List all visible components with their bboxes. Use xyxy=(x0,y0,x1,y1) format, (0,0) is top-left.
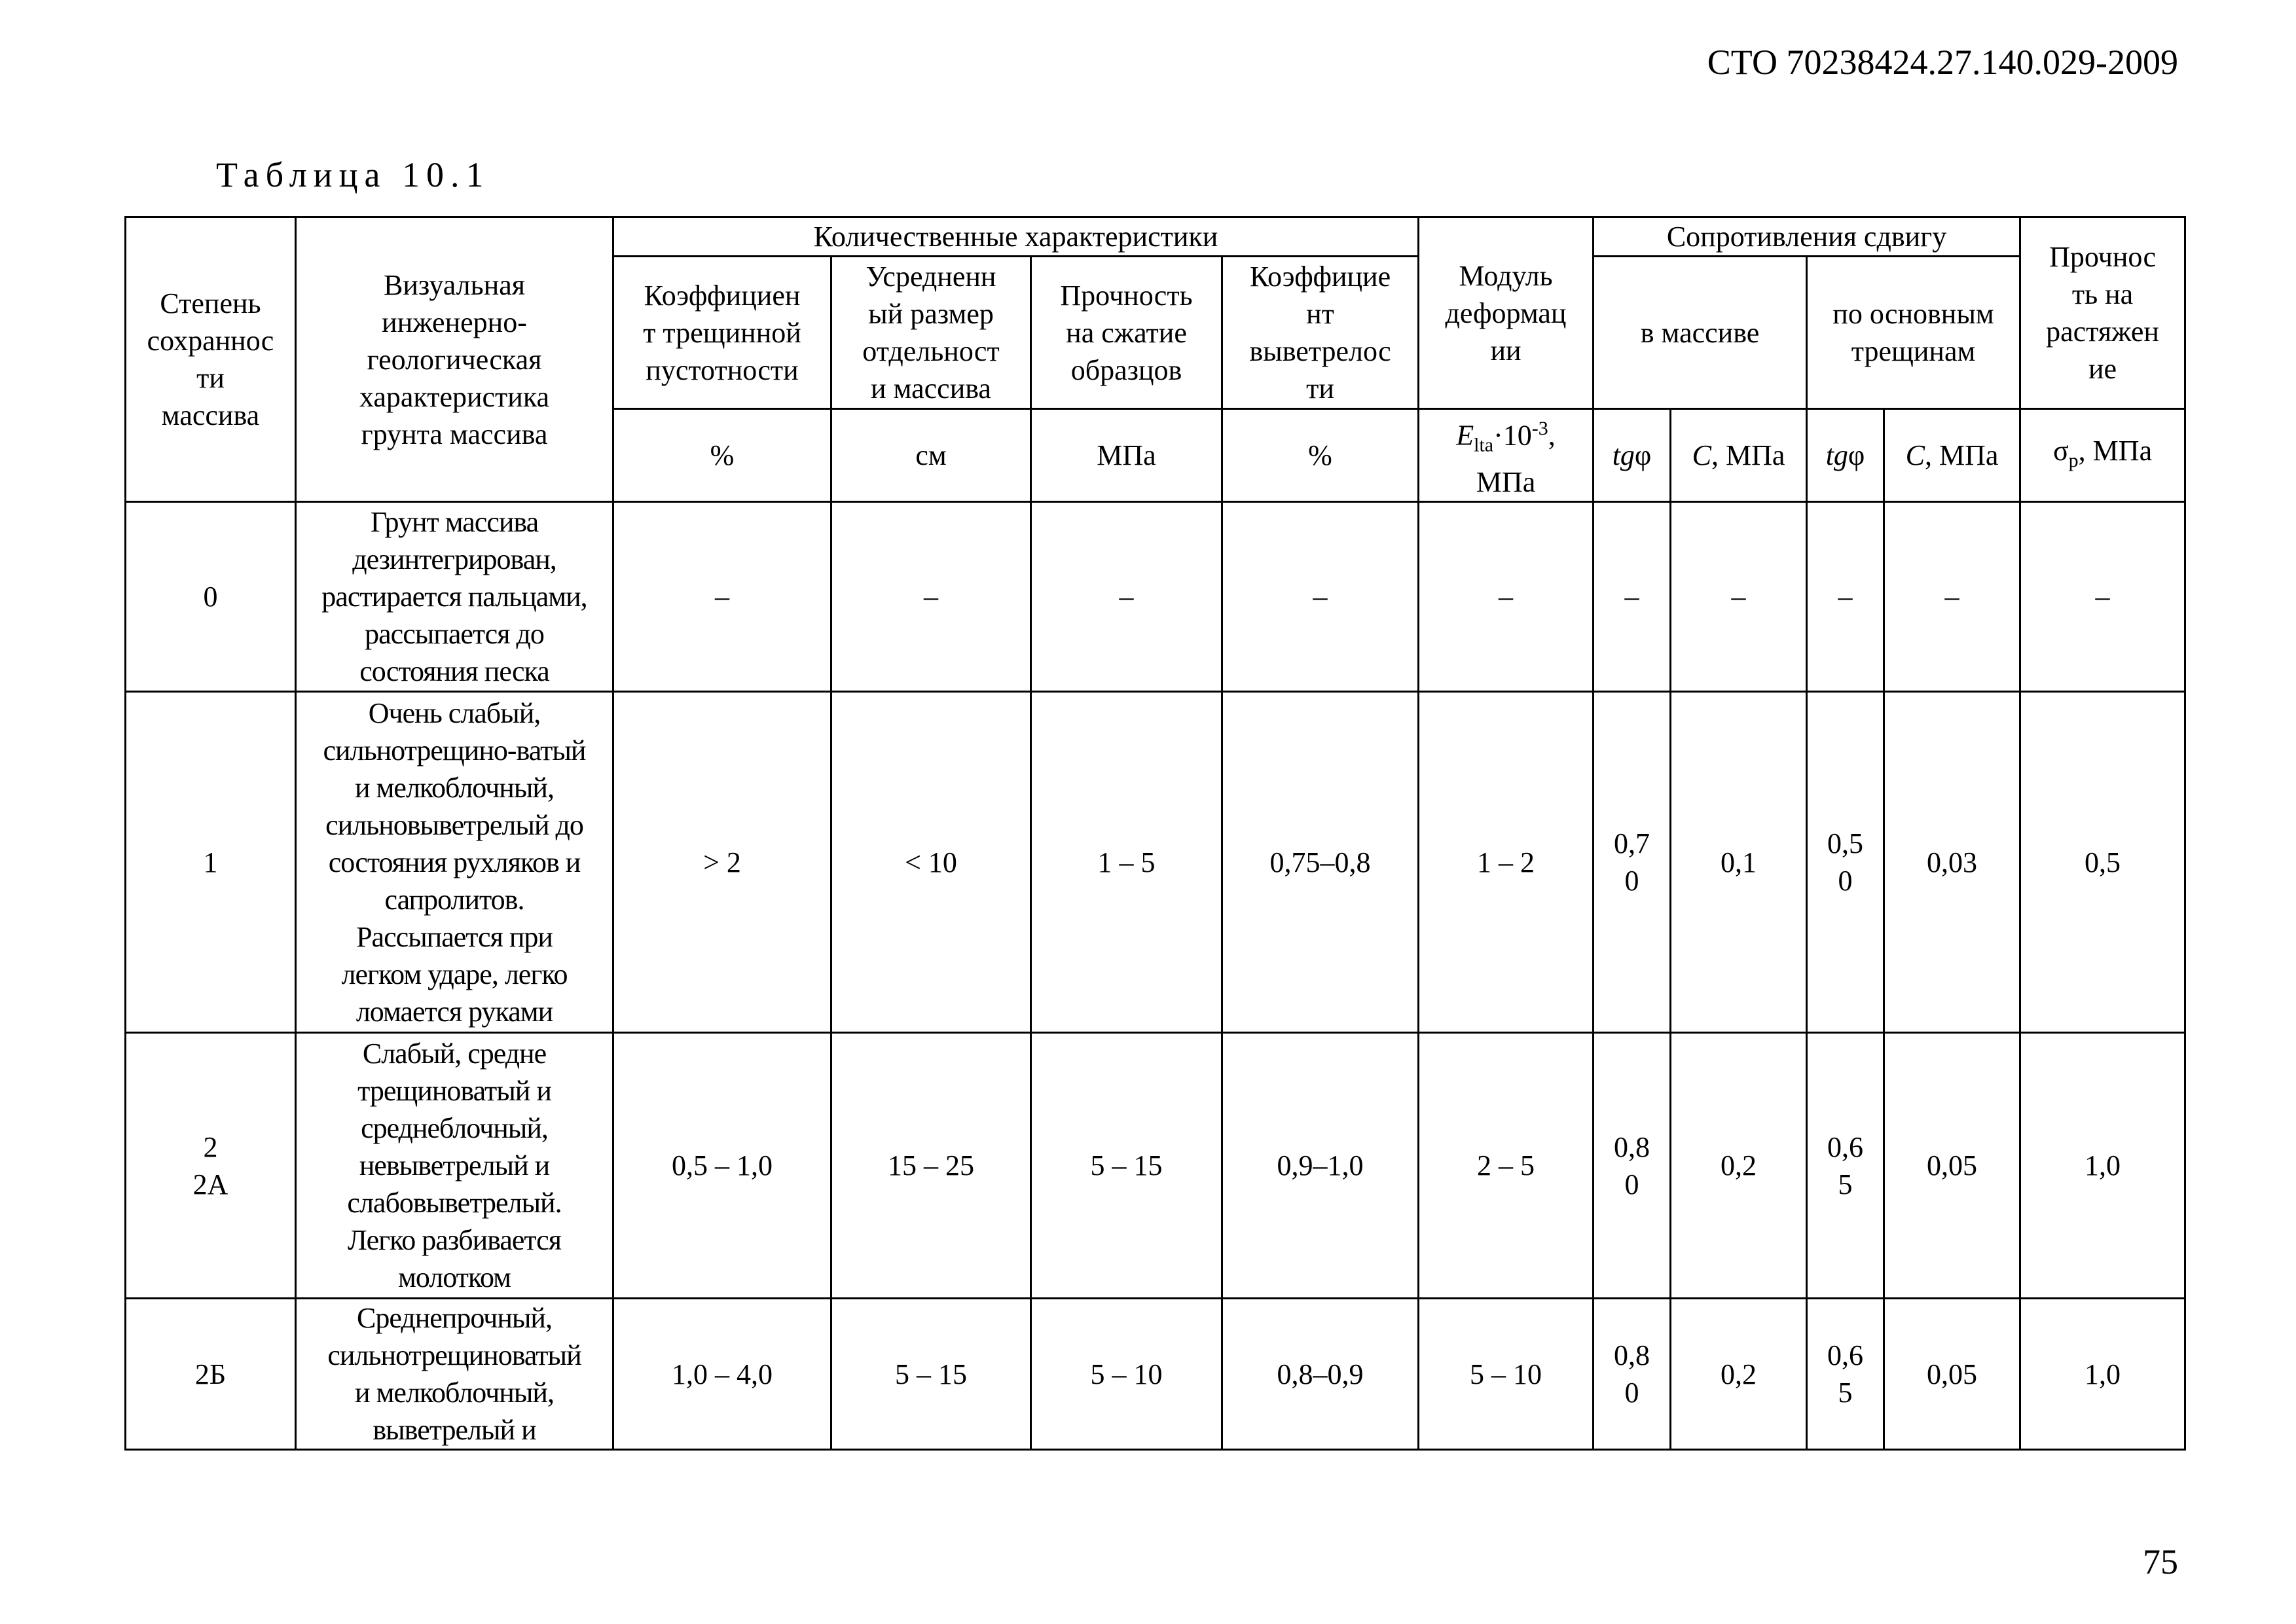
cell-size: 15 – 25 xyxy=(831,1033,1031,1299)
cell-tensile: 1,0 xyxy=(2020,1033,2185,1299)
unit-crack: % xyxy=(613,409,831,502)
cell-weathering: 0,9–1,0 xyxy=(1222,1033,1419,1299)
page-number: 75 xyxy=(2143,1542,2178,1581)
cell-description: Грунт массива дезинтегрирован, растирается пальцами, рассыпается до состояния песка xyxy=(296,502,613,692)
cell-size: < 10 xyxy=(831,692,1031,1033)
cell-description: Слабый, средне трещиноватый и среднеблочный, невыветрелый и слабовыветрелый. Легко разбивается молотком xyxy=(296,1033,613,1299)
cell-tg-cracks: – xyxy=(1807,502,1884,692)
unit-modulus: $E_{lta}\cdot 10^{-3}$, МПа xyxy=(1419,409,1594,502)
cell-description: Очень слабый, сильнотрещино-ватый и мелкоблочный, сильновыветрелый до состояния рухляков и сапролитов. Рассыпается при легком ударе, легко ломается руками xyxy=(296,692,613,1033)
cell-tg-mass: – xyxy=(1594,502,1671,692)
cell-c-mass: 0,2 xyxy=(1671,1033,1807,1299)
cell-c-cracks: 0,05 xyxy=(1884,1033,2020,1299)
header-in-mass: в массиве xyxy=(1594,257,1807,409)
header-visual-characteristic: Визуальная инженерно- геологическая характеристика грунта массива xyxy=(296,217,613,502)
header-along-cracks: по основным трещинам xyxy=(1807,257,2020,409)
cell-degree: 2Б xyxy=(126,1299,296,1450)
header-compressive-strength: Прочность на сжатие образцов xyxy=(1031,257,1222,409)
cell-strength: – xyxy=(1031,502,1222,692)
unit-c-cracks: C, МПа xyxy=(1884,409,2020,502)
cell-tg-mass: 0,8 0 xyxy=(1594,1299,1671,1450)
header-degree: Степень сохраннос ти массива xyxy=(126,217,296,502)
unit-size: см xyxy=(831,409,1031,502)
table-row xyxy=(126,502,2185,692)
header-quantitative-group: Количественные характеристики xyxy=(613,217,1419,257)
unit-weathering: % xyxy=(1222,409,1419,502)
cell-c-cracks: 0,03 xyxy=(1884,692,2020,1033)
cell-weathering: – xyxy=(1222,502,1419,692)
table-row xyxy=(126,1033,2185,1299)
table-row xyxy=(126,692,2185,1033)
cell-c-cracks: 0,05 xyxy=(1884,1299,2020,1450)
header-modulus: Модуль деформац ии xyxy=(1419,217,1594,409)
cell-degree: 2 2А xyxy=(126,1033,296,1299)
cell-c-cracks: – xyxy=(1884,502,2020,692)
cell-crack: 0,5 – 1,0 xyxy=(613,1033,831,1299)
cell-modulus: 5 – 10 xyxy=(1419,1299,1594,1450)
cell-strength: 5 – 15 xyxy=(1031,1033,1222,1299)
cell-tensile: 0,5 xyxy=(2020,692,2185,1033)
document-code: СТО 70238424.27.140.029-2009 xyxy=(1707,43,2178,82)
unit-strength: МПа xyxy=(1031,409,1222,502)
cell-modulus: 2 – 5 xyxy=(1419,1033,1594,1299)
unit-tg-mass: tgφ xyxy=(1594,409,1671,502)
header-block-size: Усредненн ый размер отдельност и массива xyxy=(831,257,1031,409)
unit-tg-cracks: tgφ xyxy=(1807,409,1884,502)
cell-c-mass: – xyxy=(1671,502,1807,692)
cell-crack: – xyxy=(613,502,831,692)
cell-modulus: – xyxy=(1419,502,1594,692)
header-row-1 xyxy=(126,217,2185,257)
cell-tensile: – xyxy=(2020,502,2185,692)
cell-weathering: 0,8–0,9 xyxy=(1222,1299,1419,1450)
header-weathering-coefficient: Коэффицие нт выветрелос ти xyxy=(1222,257,1419,409)
cell-tg-mass: 0,7 0 xyxy=(1594,692,1671,1033)
cell-tg-cracks: 0,5 0 xyxy=(1807,692,1884,1033)
unit-tensile: $\sigma_р$, МПа xyxy=(2020,409,2185,502)
cell-modulus: 1 – 2 xyxy=(1419,692,1594,1033)
header-shear-group: Сопротивления сдвигу xyxy=(1594,217,2020,257)
cell-weathering: 0,75–0,8 xyxy=(1222,692,1419,1033)
cell-description: Среднепрочный, сильнотрещиноватый и мелкоблочный, выветрелый и xyxy=(296,1299,613,1450)
cell-tg-cracks: 0,6 5 xyxy=(1807,1299,1884,1450)
table-row xyxy=(126,1299,2185,1450)
cell-crack: 1,0 – 4,0 xyxy=(613,1299,831,1450)
cell-tg-mass: 0,8 0 xyxy=(1594,1033,1671,1299)
cell-size: 5 – 15 xyxy=(831,1299,1031,1450)
cell-tensile: 1,0 xyxy=(2020,1299,2185,1450)
cell-c-mass: 0,1 xyxy=(1671,692,1807,1033)
cell-crack: > 2 xyxy=(613,692,831,1033)
header-tensile: Прочнос ть на растяжен ие xyxy=(2020,217,2185,409)
cell-c-mass: 0,2 xyxy=(1671,1299,1807,1450)
cell-tg-cracks: 0,6 5 xyxy=(1807,1033,1884,1299)
table-caption: Таблица 10.1 xyxy=(216,155,490,194)
cell-degree: 0 xyxy=(126,502,296,692)
cell-degree: 1 xyxy=(126,692,296,1033)
rock-mass-classification-table xyxy=(124,216,2186,1451)
cell-strength: 1 – 5 xyxy=(1031,692,1222,1033)
unit-c-mass: C, МПа xyxy=(1671,409,1807,502)
cell-size: – xyxy=(831,502,1031,692)
cell-strength: 5 – 10 xyxy=(1031,1299,1222,1450)
header-crack-coefficient: Коэффициен т трещинной пустотности xyxy=(613,257,831,409)
